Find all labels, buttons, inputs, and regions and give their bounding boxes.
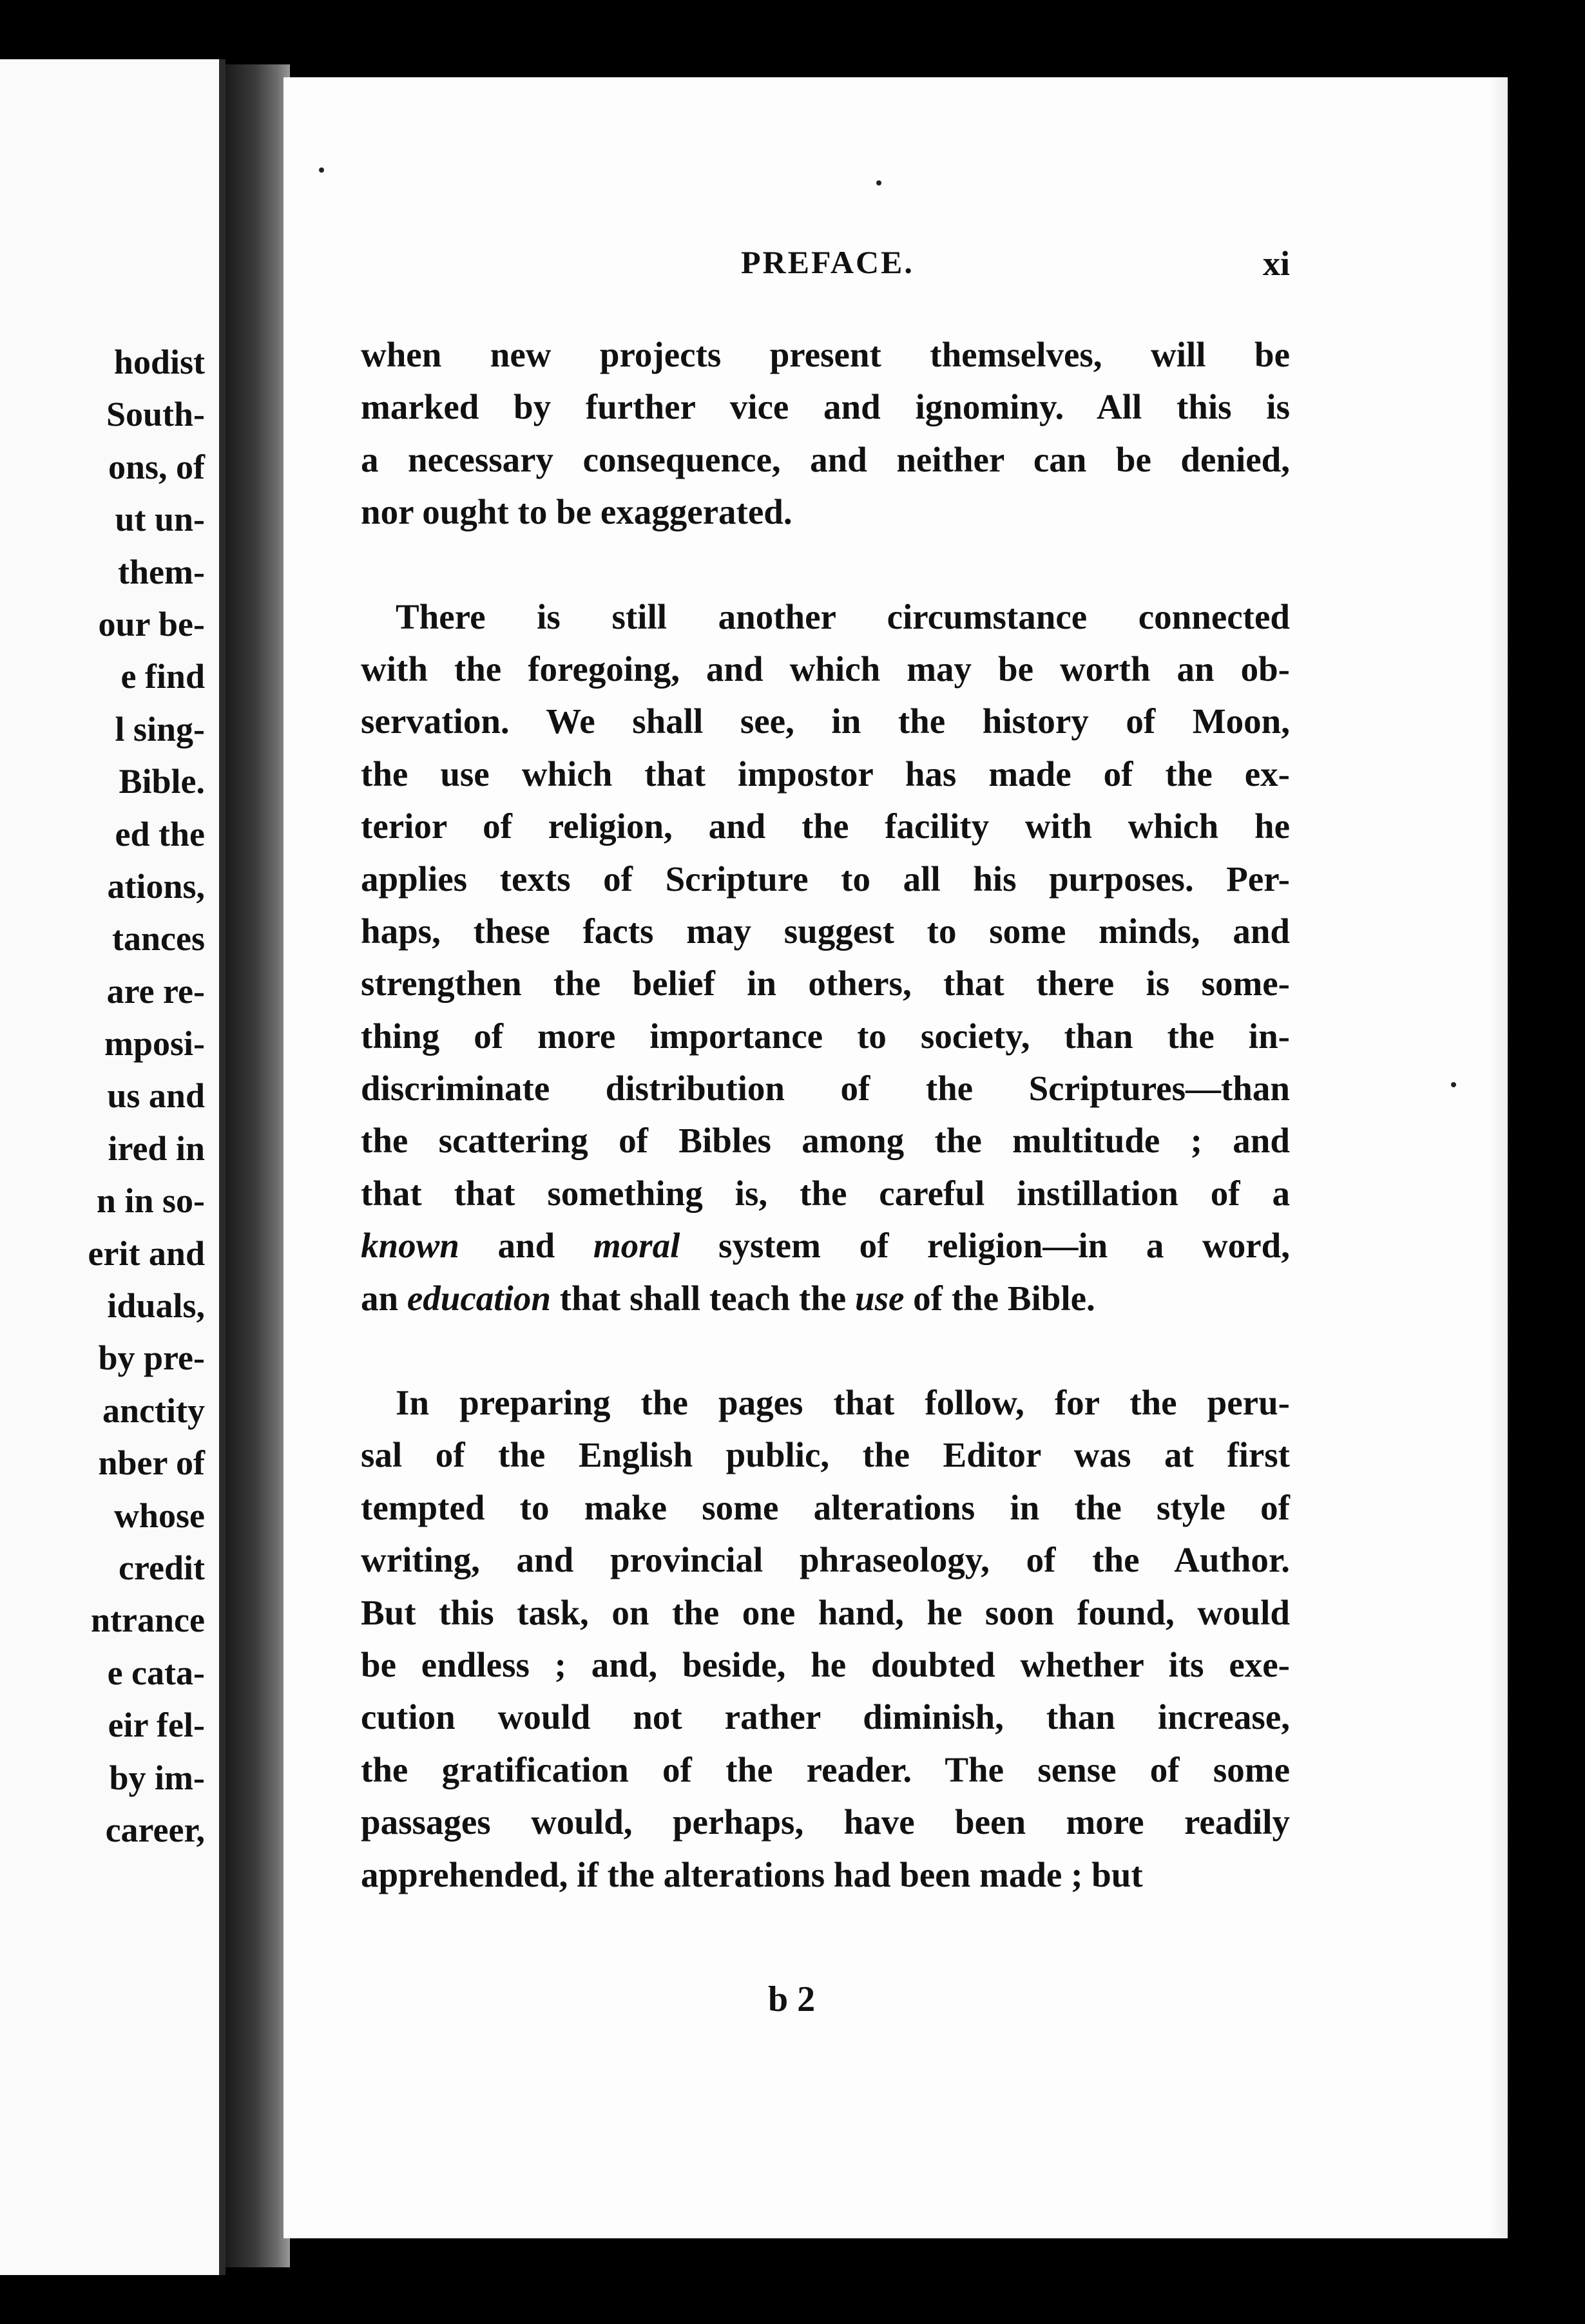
text-line: be endless ; and, beside, he doubted whether its exe- xyxy=(361,1644,1290,1684)
left-page-line: erit and xyxy=(88,1233,205,1273)
left-page-line: ations, xyxy=(107,866,205,906)
left-facing-page xyxy=(0,59,226,2275)
left-page-line: iduals, xyxy=(107,1286,205,1326)
paragraph xyxy=(361,329,1290,538)
print-speck xyxy=(319,167,324,173)
text-line: an education that shall teach the use of the Bible. xyxy=(361,1278,1095,1318)
text-line: But this task, on the one hand, he soon found, would xyxy=(361,1592,1290,1632)
left-page-line: hodist xyxy=(113,343,205,381)
left-page-line: ired in xyxy=(108,1129,205,1168)
left-page-line: mposi- xyxy=(104,1024,205,1063)
page-body xyxy=(361,329,1290,1953)
left-page-line: ed the xyxy=(115,814,205,853)
text-line: when new projects present themselves, will be xyxy=(361,335,1290,374)
left-page-line: l sing- xyxy=(115,709,205,748)
left-page-line: ntrance xyxy=(91,1601,205,1640)
text-line: apprehended, if the alterations had been made ; but xyxy=(361,1854,1143,1894)
text-line: strengthen the belief in others, that there is some- xyxy=(361,964,1290,1004)
right-page xyxy=(283,77,1508,2238)
left-page-line: anctity xyxy=(102,1391,205,1430)
text-line: In preparing the pages that follow, for the peru- xyxy=(396,1383,1290,1423)
text-line: sal of the English public, the Editor was at first xyxy=(361,1435,1290,1475)
signature-mark: b 2 xyxy=(768,1979,816,2019)
text-line: the use which that impostor has made of the ex- xyxy=(361,754,1290,794)
left-page-line: eir fel- xyxy=(108,1706,205,1745)
left-page-line: credit xyxy=(119,1548,205,1587)
text-line: nor ought to be exaggerated. xyxy=(361,492,792,532)
left-page-text xyxy=(0,336,205,1856)
text-line: There is still another circumstance connected xyxy=(396,596,1290,636)
left-page-line: them- xyxy=(118,552,205,591)
left-page-line: by pre- xyxy=(98,1338,205,1378)
left-page-line: nber of xyxy=(98,1443,205,1483)
paragraph xyxy=(361,1376,1290,1901)
text-line: passages would, perhaps, have been more readily xyxy=(361,1802,1290,1842)
left-page-line: by im- xyxy=(109,1758,205,1797)
left-page-line: are re- xyxy=(106,971,205,1011)
text-line: the gratification of the reader. The sense of some xyxy=(361,1749,1290,1789)
text-line: writing, and provincial phraseology, of the Author. xyxy=(361,1540,1290,1580)
text-line: haps, these facts may suggest to some minds, and xyxy=(361,911,1290,951)
text-line: terior of religion, and the facility with which he xyxy=(361,806,1290,846)
text-line: the scattering of Bibles among the multitude ; and xyxy=(361,1121,1290,1161)
text-line: a necessary consequence, and neither can be denied, xyxy=(361,439,1290,479)
text-line: marked by further vice and ignominy. All this is xyxy=(361,387,1290,427)
left-page-line: e find xyxy=(120,657,205,696)
text-line: cution would not rather diminish, than increase, xyxy=(361,1697,1290,1737)
left-page-line: our be- xyxy=(98,604,205,643)
text-line: with the foregoing, and which may be worth an ob- xyxy=(361,649,1290,689)
left-page-line: South- xyxy=(106,395,205,434)
running-head: PREFACE. xyxy=(741,244,914,280)
print-speck xyxy=(876,180,881,186)
page-number: xi xyxy=(1262,244,1290,283)
book-gutter xyxy=(226,64,290,2267)
text-line: discriminate distribution of the Scriptures—than xyxy=(361,1069,1290,1109)
left-page-line: ut un- xyxy=(115,500,205,539)
text-line: that that something is, the careful instillation of a xyxy=(361,1173,1290,1213)
left-page-line: Bible. xyxy=(119,762,205,801)
left-page-line: tances xyxy=(112,919,205,958)
left-page-line: whose xyxy=(113,1496,205,1535)
paragraph xyxy=(361,591,1290,1324)
text-line: known and moral system of religion—in a word, xyxy=(361,1226,1290,1266)
left-page-line: career, xyxy=(105,1810,205,1849)
text-line: applies texts of Scripture to all his purposes. Per- xyxy=(361,859,1290,899)
text-line: tempted to make some alterations in the style of xyxy=(361,1487,1290,1527)
print-speck xyxy=(1451,1082,1456,1087)
left-page-line: e cata- xyxy=(107,1653,205,1692)
text-line: thing of more importance to society, than the in- xyxy=(361,1016,1290,1056)
left-page-line: n in so- xyxy=(96,1181,205,1221)
text-line: servation. We shall see, in the history of Moon, xyxy=(361,701,1290,741)
page-header xyxy=(283,243,1290,295)
left-page-line: us and xyxy=(107,1076,205,1116)
left-page-line: ons, of xyxy=(108,447,205,486)
